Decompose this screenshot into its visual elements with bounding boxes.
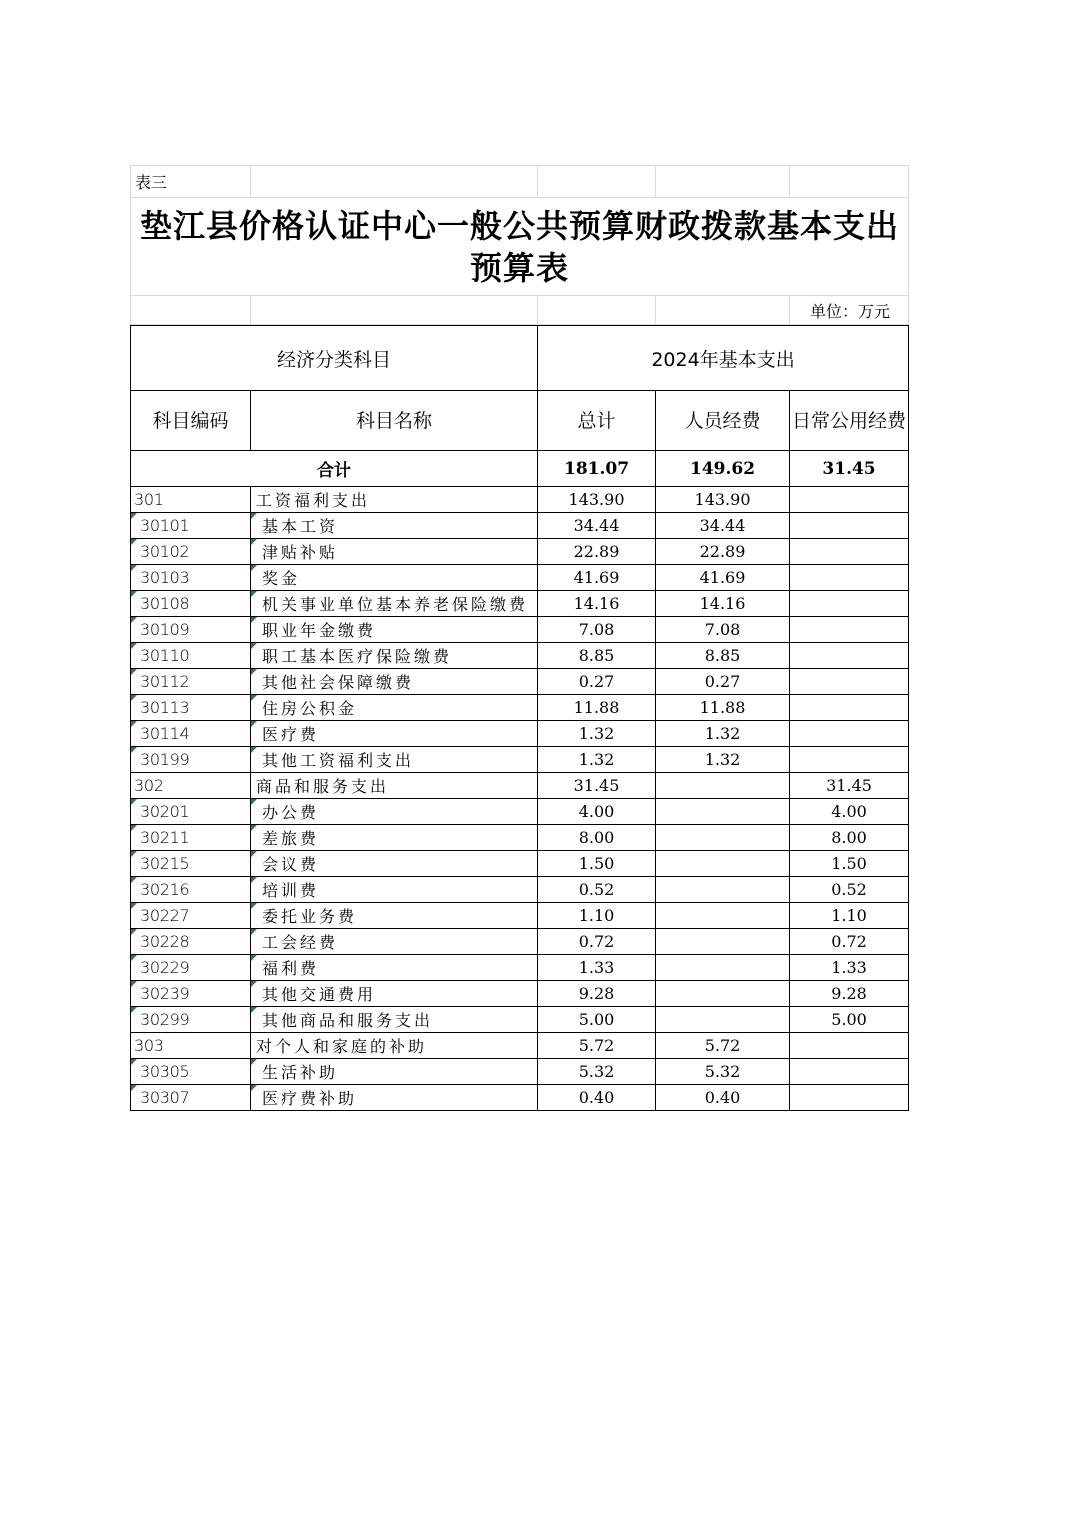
row-public: 0.52 — [790, 877, 909, 903]
row-name: 培训费 — [251, 877, 538, 903]
row-name: 职工基本医疗保险缴费 — [251, 643, 538, 669]
row-personnel: 1.32 — [656, 721, 790, 747]
table-row — [131, 617, 909, 643]
row-name: 医疗费补助 — [251, 1085, 538, 1111]
row-code: 30108 — [131, 591, 251, 617]
row-personnel: 5.72 — [656, 1033, 790, 1059]
row-personnel — [656, 773, 790, 799]
table-row — [131, 1059, 909, 1085]
row-code: 30211 — [131, 825, 251, 851]
row-code: 30239 — [131, 981, 251, 1007]
page-title: 垫江县价格认证中心一般公共预算财政拨款基本支出预算表 — [131, 198, 909, 296]
row-personnel: 0.27 — [656, 669, 790, 695]
row-name: 其他交通费用 — [251, 981, 538, 1007]
table-row — [131, 1085, 909, 1111]
row-public — [790, 747, 909, 773]
row-name: 工会经费 — [251, 929, 538, 955]
row-total: 0.27 — [538, 669, 656, 695]
row-personnel: 41.69 — [656, 565, 790, 591]
sheet-header-grid — [130, 165, 909, 325]
row-total: 1.33 — [538, 955, 656, 981]
row-public: 8.00 — [790, 825, 909, 851]
table-row — [131, 1007, 909, 1033]
row-personnel: 34.44 — [656, 513, 790, 539]
row-total: 8.00 — [538, 825, 656, 851]
row-code: 30199 — [131, 747, 251, 773]
row-personnel — [656, 825, 790, 851]
row-name: 基本工资 — [251, 513, 538, 539]
row-code: 30102 — [131, 539, 251, 565]
header-name: 科目名称 — [251, 391, 538, 451]
row-code: 30215 — [131, 851, 251, 877]
row-personnel: 143.90 — [656, 487, 790, 513]
header-total: 总计 — [538, 391, 656, 451]
sum-personnel: 149.62 — [656, 451, 790, 487]
row-code: 30110 — [131, 643, 251, 669]
row-personnel: 14.16 — [656, 591, 790, 617]
row-total: 7.08 — [538, 617, 656, 643]
row-code: 30103 — [131, 565, 251, 591]
row-code: 30216 — [131, 877, 251, 903]
row-name: 住房公积金 — [251, 695, 538, 721]
row-code: 30305 — [131, 1059, 251, 1085]
table-row — [131, 903, 909, 929]
row-code: 30299 — [131, 1007, 251, 1033]
row-public — [790, 539, 909, 565]
table-row — [131, 877, 909, 903]
table-row — [131, 851, 909, 877]
row-total: 1.50 — [538, 851, 656, 877]
row-public — [790, 591, 909, 617]
table-body — [131, 487, 909, 1111]
row-public — [790, 617, 909, 643]
row-code: 30307 — [131, 1085, 251, 1111]
row-name: 会议费 — [251, 851, 538, 877]
row-public: 9.28 — [790, 981, 909, 1007]
row-total: 0.72 — [538, 929, 656, 955]
row-code: 30114 — [131, 721, 251, 747]
row-code: 30112 — [131, 669, 251, 695]
row-total: 0.40 — [538, 1085, 656, 1111]
row-personnel — [656, 929, 790, 955]
row-public — [790, 513, 909, 539]
row-public: 5.00 — [790, 1007, 909, 1033]
header-economic-category: 经济分类科目 — [131, 326, 538, 391]
budget-sheet — [130, 165, 908, 1111]
row-personnel: 0.40 — [656, 1085, 790, 1111]
row-total: 1.10 — [538, 903, 656, 929]
table-row — [131, 955, 909, 981]
row-name: 其他社会保障缴费 — [251, 669, 538, 695]
row-name: 其他商品和服务支出 — [251, 1007, 538, 1033]
table-row — [131, 825, 909, 851]
row-code: 301 — [131, 487, 251, 513]
table-row — [131, 539, 909, 565]
row-total: 8.85 — [538, 643, 656, 669]
row-public: 1.50 — [790, 851, 909, 877]
row-code: 30109 — [131, 617, 251, 643]
row-name: 福利费 — [251, 955, 538, 981]
row-public: 1.10 — [790, 903, 909, 929]
table-row — [131, 669, 909, 695]
row-name: 津贴补贴 — [251, 539, 538, 565]
row-code: 30228 — [131, 929, 251, 955]
row-personnel: 5.32 — [656, 1059, 790, 1085]
header-public: 日常公用经费 — [790, 391, 909, 451]
row-public — [790, 565, 909, 591]
row-public: 1.33 — [790, 955, 909, 981]
row-name: 其他工资福利支出 — [251, 747, 538, 773]
row-personnel — [656, 903, 790, 929]
row-code: 30113 — [131, 695, 251, 721]
row-public — [790, 1033, 909, 1059]
row-total: 14.16 — [538, 591, 656, 617]
row-name: 办公费 — [251, 799, 538, 825]
row-total: 1.32 — [538, 747, 656, 773]
row-total: 11.88 — [538, 695, 656, 721]
row-name: 委托业务费 — [251, 903, 538, 929]
row-personnel: 22.89 — [656, 539, 790, 565]
table-row — [131, 1033, 909, 1059]
row-total: 31.45 — [538, 773, 656, 799]
table-tag: 表三 — [131, 166, 251, 198]
table-row — [131, 721, 909, 747]
table-row — [131, 487, 909, 513]
row-public — [790, 695, 909, 721]
table-row — [131, 981, 909, 1007]
table-row — [131, 929, 909, 955]
row-total: 4.00 — [538, 799, 656, 825]
row-name: 商品和服务支出 — [251, 773, 538, 799]
row-total: 5.32 — [538, 1059, 656, 1085]
row-name: 对个人和家庭的补助 — [251, 1033, 538, 1059]
row-personnel: 11.88 — [656, 695, 790, 721]
table-row — [131, 695, 909, 721]
row-public — [790, 487, 909, 513]
row-name: 奖金 — [251, 565, 538, 591]
row-public: 31.45 — [790, 773, 909, 799]
row-code: 30229 — [131, 955, 251, 981]
unit-label: 单位：万元 — [790, 296, 909, 325]
row-total: 9.28 — [538, 981, 656, 1007]
table-row — [131, 513, 909, 539]
row-personnel — [656, 799, 790, 825]
row-total: 22.89 — [538, 539, 656, 565]
row-total: 34.44 — [538, 513, 656, 539]
table-row — [131, 643, 909, 669]
row-personnel — [656, 981, 790, 1007]
row-public — [790, 1085, 909, 1111]
row-name: 职业年金缴费 — [251, 617, 538, 643]
row-name: 机关事业单位基本养老保险缴费 — [251, 591, 538, 617]
row-public — [790, 669, 909, 695]
row-public — [790, 643, 909, 669]
row-name: 差旅费 — [251, 825, 538, 851]
row-total: 5.72 — [538, 1033, 656, 1059]
row-personnel — [656, 955, 790, 981]
row-name: 医疗费 — [251, 721, 538, 747]
row-personnel: 7.08 — [656, 617, 790, 643]
row-code: 303 — [131, 1033, 251, 1059]
row-code: 30201 — [131, 799, 251, 825]
budget-table — [130, 325, 909, 1111]
row-public — [790, 1059, 909, 1085]
row-total: 1.32 — [538, 721, 656, 747]
header-basic-expenditure: 2024年基本支出 — [538, 326, 909, 391]
row-code: 30227 — [131, 903, 251, 929]
row-code: 302 — [131, 773, 251, 799]
sum-public: 31.45 — [790, 451, 909, 487]
header-code: 科目编码 — [131, 391, 251, 451]
row-total: 0.52 — [538, 877, 656, 903]
sum-total: 181.07 — [538, 451, 656, 487]
row-personnel — [656, 851, 790, 877]
row-personnel — [656, 1007, 790, 1033]
sum-label: 合计 — [131, 451, 538, 487]
row-code: 30101 — [131, 513, 251, 539]
header-personnel: 人员经费 — [656, 391, 790, 451]
table-row — [131, 799, 909, 825]
row-public: 4.00 — [790, 799, 909, 825]
row-total: 5.00 — [538, 1007, 656, 1033]
row-public — [790, 721, 909, 747]
row-total: 41.69 — [538, 565, 656, 591]
row-public: 0.72 — [790, 929, 909, 955]
table-row — [131, 773, 909, 799]
row-personnel — [656, 877, 790, 903]
table-row — [131, 591, 909, 617]
row-personnel: 1.32 — [656, 747, 790, 773]
table-row — [131, 565, 909, 591]
row-total: 143.90 — [538, 487, 656, 513]
row-name: 生活补助 — [251, 1059, 538, 1085]
row-personnel: 8.85 — [656, 643, 790, 669]
table-row — [131, 747, 909, 773]
row-name: 工资福利支出 — [251, 487, 538, 513]
